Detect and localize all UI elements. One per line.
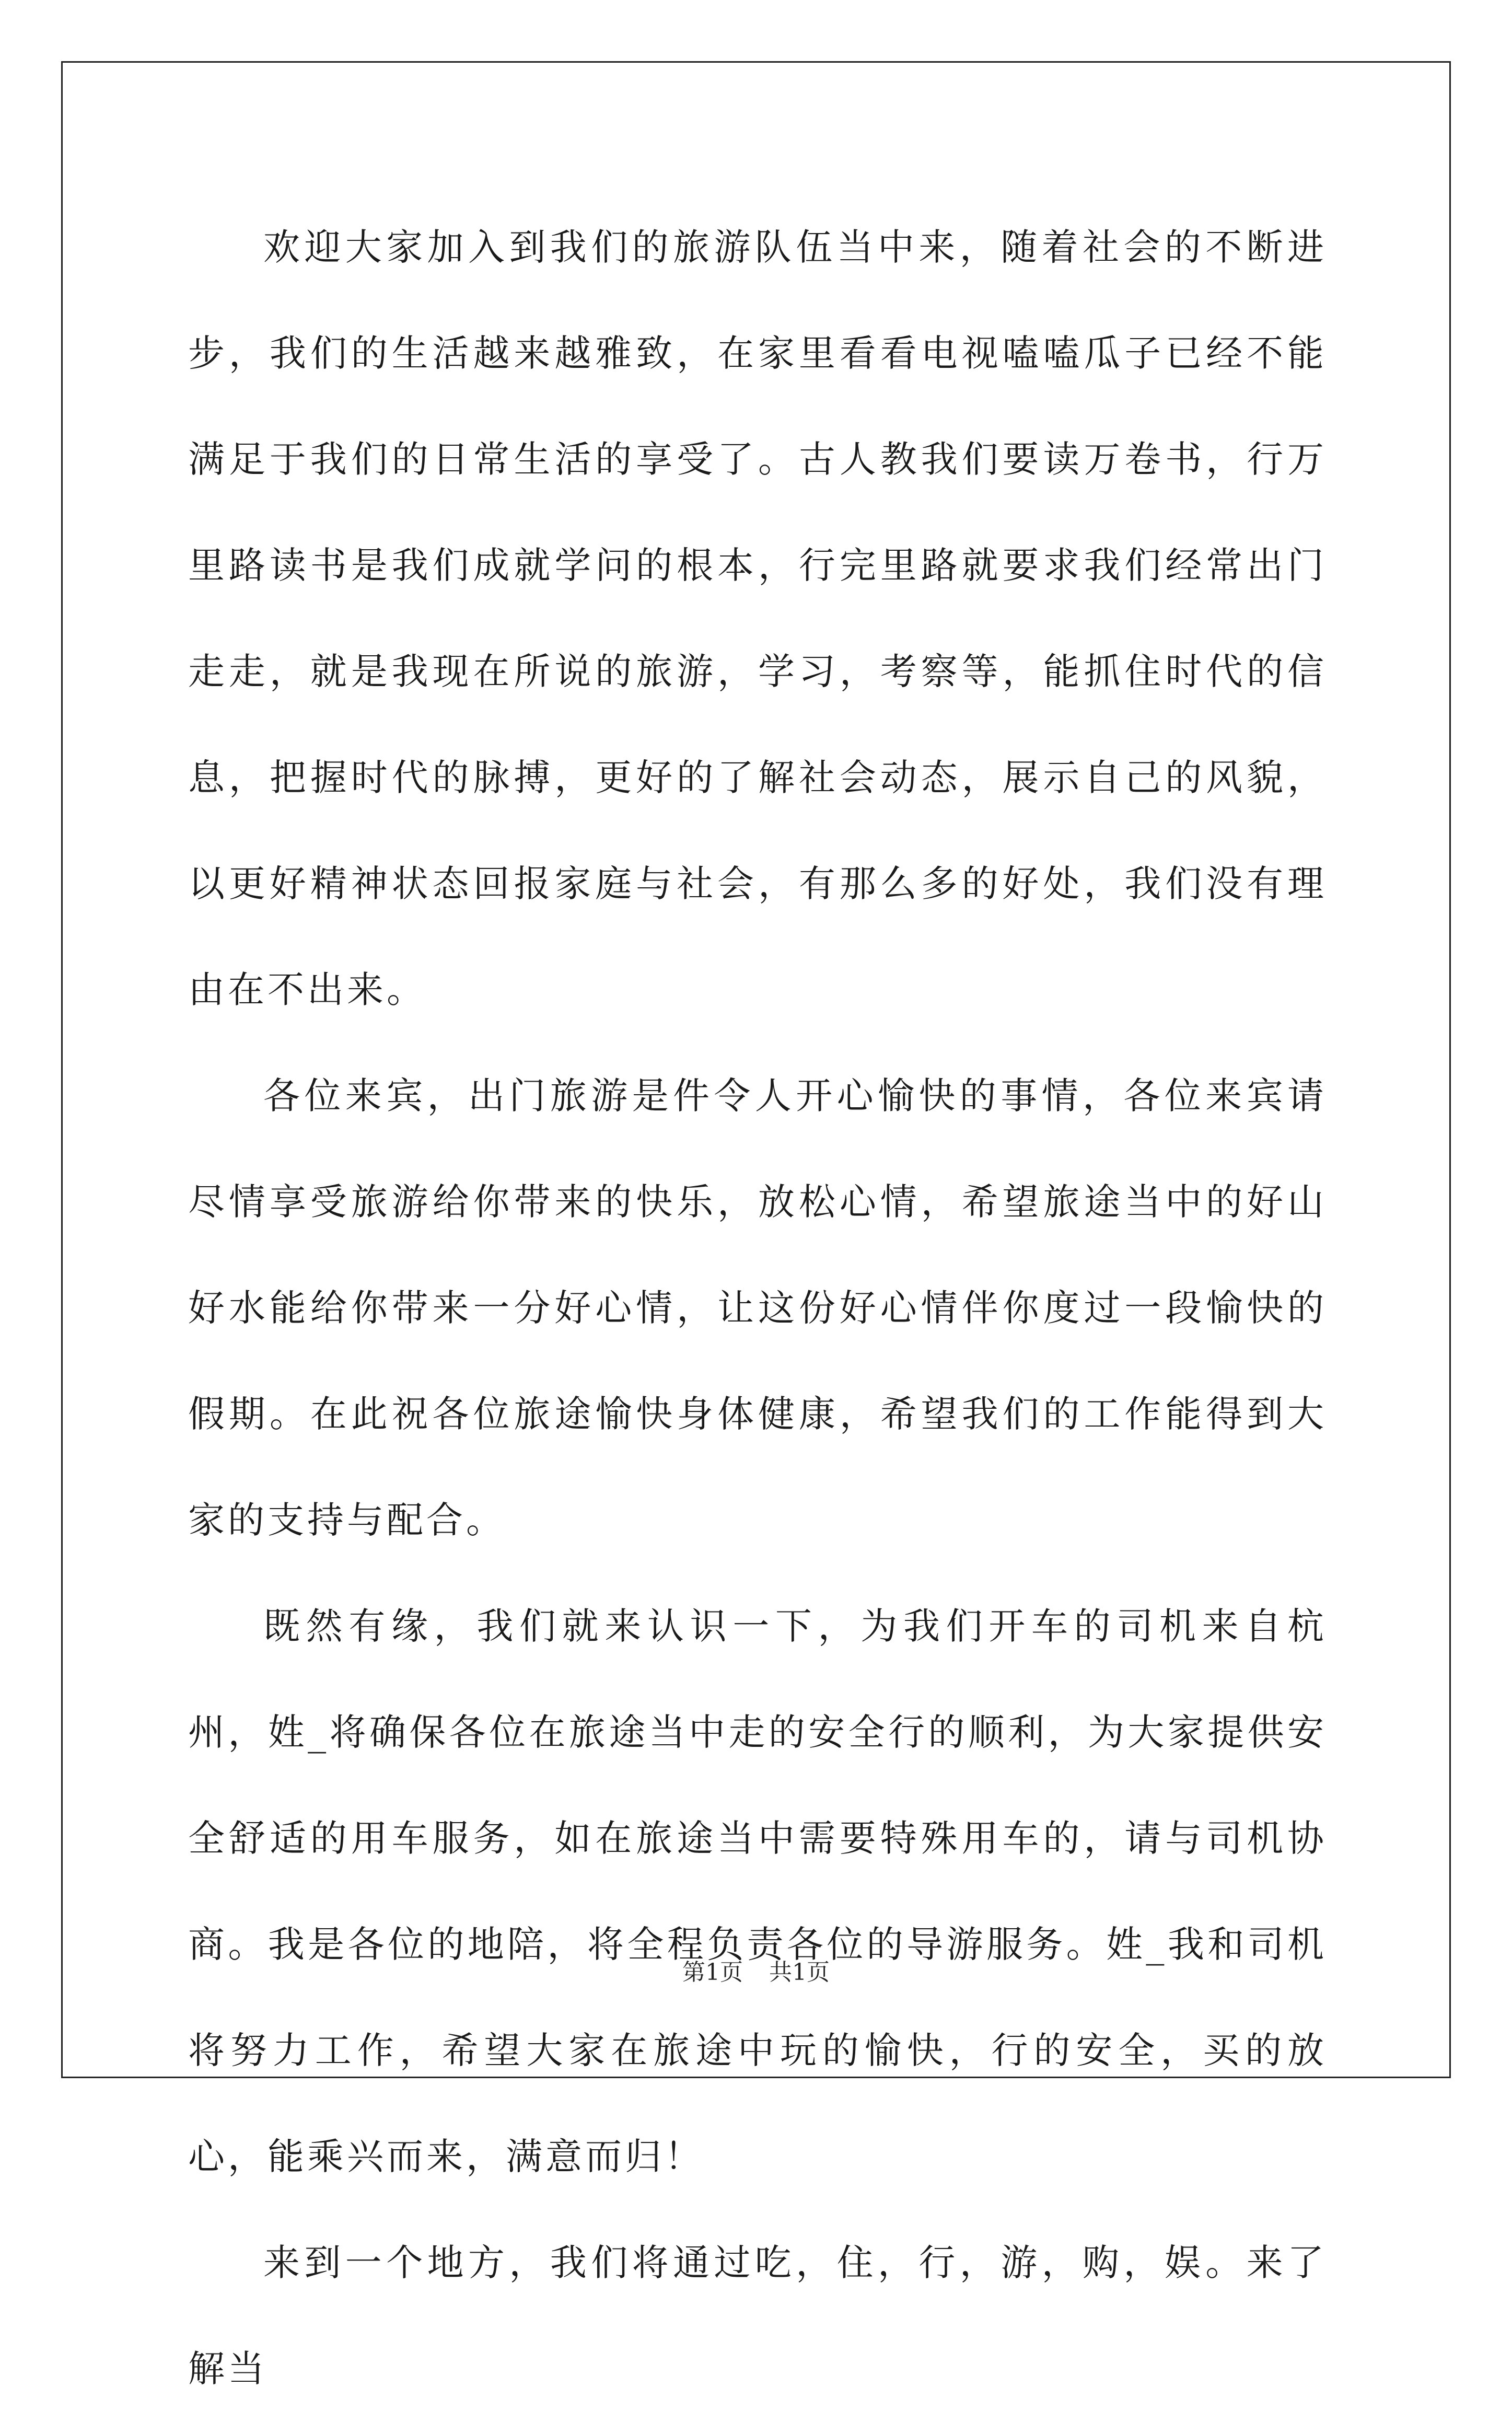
paragraph-2: 各位来宾，出门旅游是件令人开心愉快的事情，各位来宾请尽情享受旅游给你带来的快乐，放松心情，希望旅途当中的好山好水能给你带来一分好心情，让这份好心情伴你度过一段愉快的假期。在此祝各位旅途愉快身体健康，希望我们的工作能得到大家的支持与配合。 <box>188 1074 1327 1542</box>
page-footer <box>0 1953 1512 1987</box>
document-body <box>188 194 1327 2422</box>
paragraph-3: 既然有缘，我们就来认识一下，为我们开车的司机来自杭州，姓_将确保各位在旅途当中走的安全行的顺利，为大家提供安全舒适的用车服务，如在旅途当中需要特殊用车的，请与司机协商。我是各位的地陪，将全程负责各位的导游服务。姓_我和司机将努力工作，希望大家在旅途中玩的愉快，行的安全，买的放心，能乘兴而来，满意而归！ <box>188 1605 1327 2178</box>
paragraph-1: 欢迎大家加入到我们的旅游队伍当中来，随着社会的不断进步，我们的生活越来越雅致，在家里看看电视嗑嗑瓜子已经不能满足于我们的日常生活的享受了。古人教我们要读万卷书，行万里路读书是我们成就学问的根本，行完里路就要求我们经常出门走走，就是我现在所说的旅游，学习，考察等，能抓住时代的信息，把握时代的脉搏，更好的了解社会动态，展示自己的风貌，以更好精神状态回报家庭与社会，有那么多的好处，我们没有理由在不出来。 <box>188 226 1327 1011</box>
page-number: 第1页 <box>682 1959 743 1986</box>
page-total: 共1页 <box>769 1959 830 1986</box>
paragraph-4: 来到一个地方，我们将通过吃，住，行，游，购，娱。来了解当 <box>188 2241 1327 2390</box>
